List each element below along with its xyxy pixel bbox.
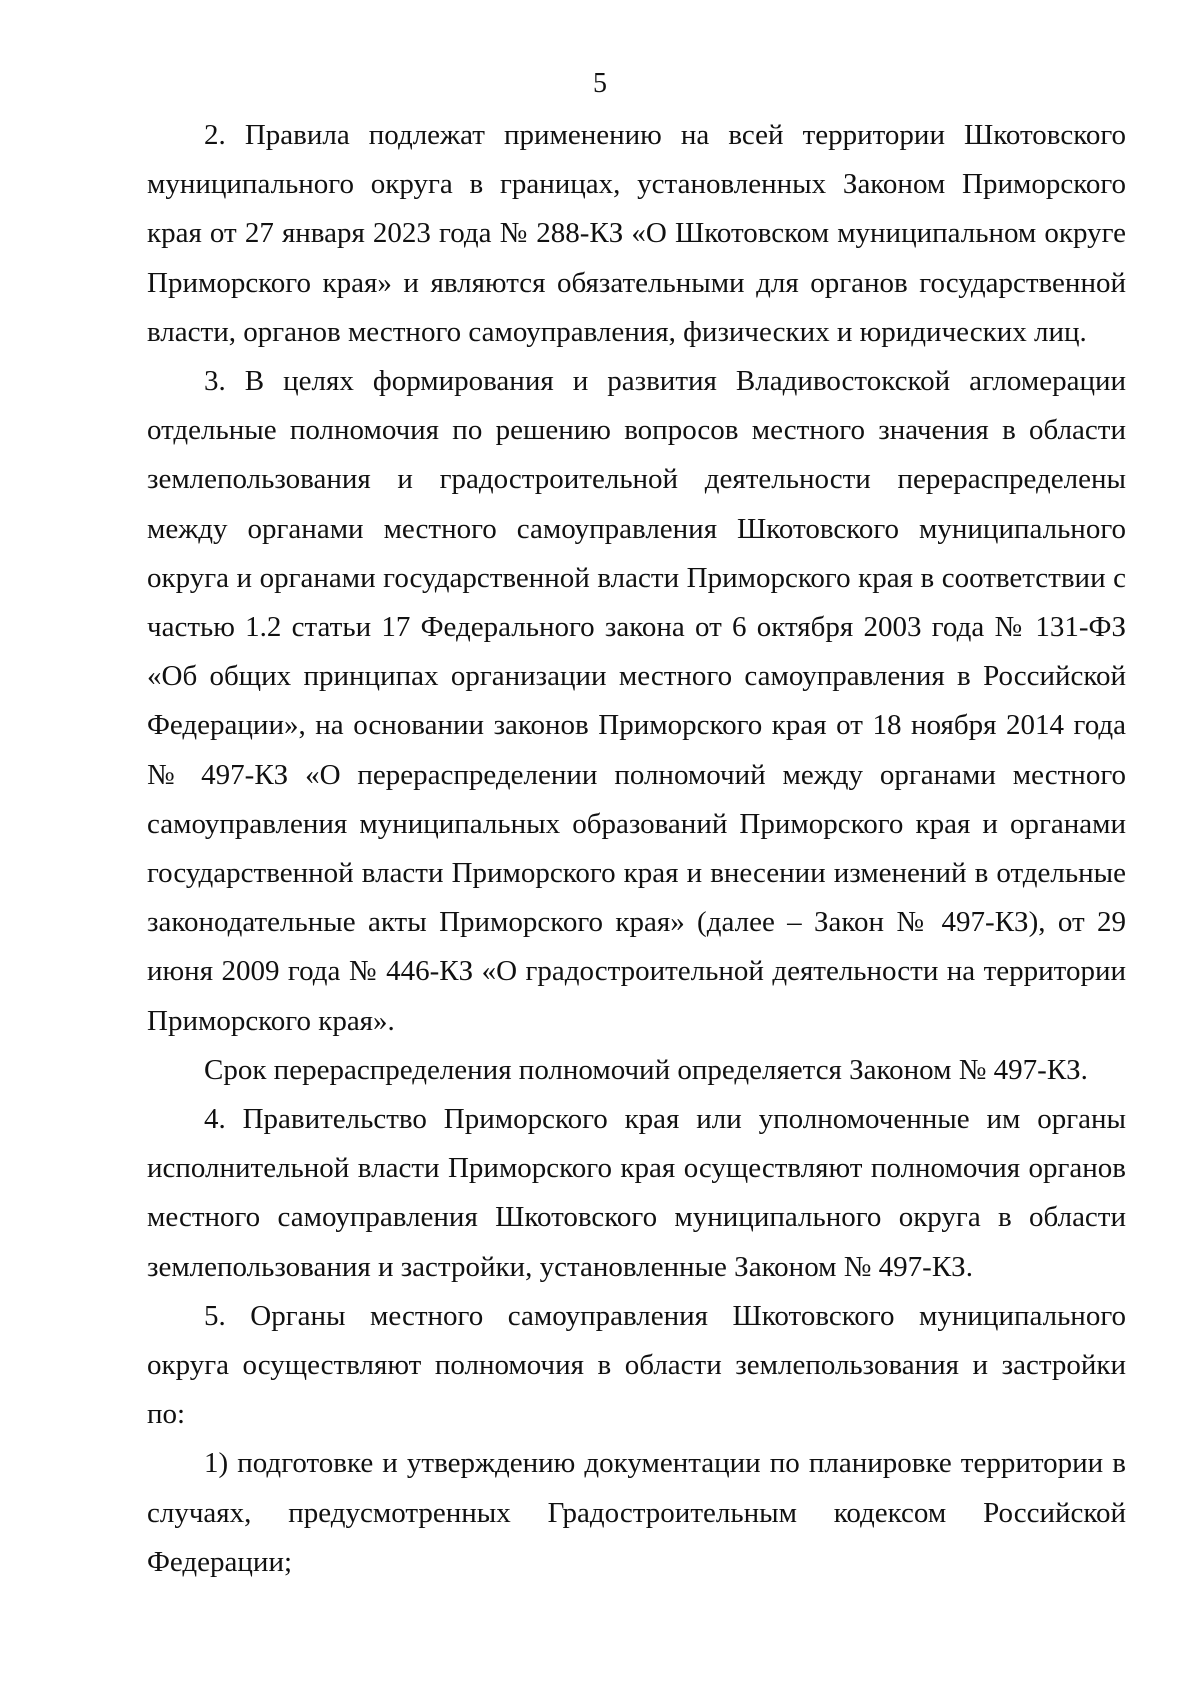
document-body: [147, 111, 1126, 1587]
paragraph-3-powers-redistribution: 3. В целях формирования и развития Владивостокской агломерации отдельные полномочия по решению вопросов местного значения в области землепользования и градостроительной деятельности перераспределены между органами местного самоуправления Шкотовского муниципального округа и органами государственной власти Приморского края в соответствии с частью 1.2 статьи 17 Федерального закона от 6 октября 2003 года № 131-ФЗ «Об общих принципах организации местного самоуправления в Российской Федерации», на основании законов Приморского края от 18 ноября 2014 года № 497-КЗ «О перераспределении полномочий между органами местного самоуправления муниципальных образований Приморского края и органами государственной власти Приморского края и внесении изменений в отдельные законодательные акты Приморского края» (далее – Закон № 497-КЗ), от 29 июня 2009 года № 446-КЗ «О градостроительной деятельности на территории Приморского края».: [147, 365, 1126, 1037]
paragraph-4-government-powers: 4. Правительство Приморского края или уполномоченные им органы исполнительной власти Приморского края осуществляют полномочия органов местного самоуправления Шкотовского муниципального округа в области землепользования и застройки, установленные Законом № 497-КЗ.: [147, 1103, 1126, 1283]
paragraph-redistribution-term: Срок перераспределения полномочий определяется Законом № 497-КЗ.: [204, 1053, 1088, 1086]
paragraph-2-rules-scope: 2. Правила подлежат применению на всей территории Шкотовского муниципального округа в границах, установленных Законом Приморского края от 27 января 2023 года № 288-КЗ «О Шкотовском муниципальном округе Приморского края» и являются обязательными для органов государственной власти, органов местного самоуправления, физических и юридических лиц.: [147, 119, 1126, 348]
paragraph-5-item-1: 1) подготовке и утверждению документации по планировке территории в случаях, предусмотренных Градостроительным кодексом Российской Федерации;: [147, 1447, 1126, 1578]
paragraph-5-local-powers: 5. Органы местного самоуправления Шкотовского муниципального округа осуществляют полномочия в области землепользования и застройки по:: [147, 1299, 1126, 1431]
page-number: 5: [593, 68, 607, 99]
